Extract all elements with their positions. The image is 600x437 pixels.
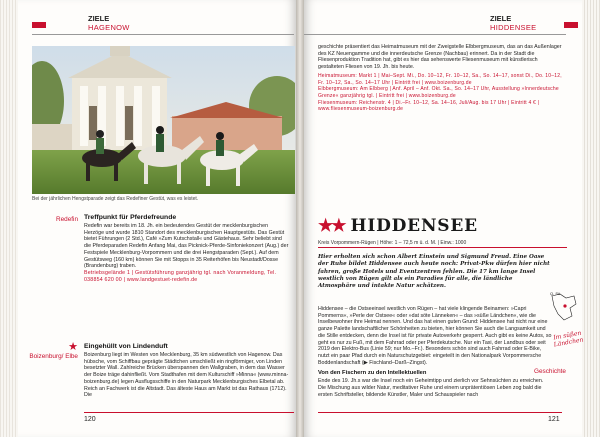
- stamp-label: Q. Sü: [550, 291, 561, 296]
- entry-body: Boizenburg liegt im Westen von Mecklenburg, 35 km südwestlich von Hagenow. Das hübsche, vom Schiffbau geprägte Städtchen umschließt ein ringförmiger, von Linden besetzter Wall. Zahlreiche Brücken überspannen den Wallgraben, in dem das Wasser der Boize träge dahinfließt. Vom Stadthafen mit dem Kulturschiff »Minna« (www.minna-boizenburg.de) legen Ausflugsschiffe in den Naturpark Mecklenburgisches Elbetal ab. Reich an Fachwerk ist die Altstadt. Das älteste Haus am Markt ist das Rathaus (1712). Die: [84, 352, 289, 399]
- museum-intro: geschichte präsentiert das Heimatmuseum mit der Zweigstelle Elbbergmuseum, das an das Außenlager des KZ Neuengamme und die innerdeutsche Grenze (Nachbau) erinnert. Da in der Stadt die Fliesenproduktion Tradition hat, gibt es hier das sehenswerte Fliesenmuseum mit künstlerisch gestalteten Fliesen von 19. Jh. bis heute.: [318, 44, 562, 71]
- subsection-body: Ende des 19. Jh.s war die Insel noch ein Geheimtipp und zierlich vor Sehnsüchten zu erreichen. Die Mischung aus wilder Natur, meditativer Ruhe und einem unprätentiösen Leben zog bald die ersten Schriftsteller, bildende Künstler, Maler und Schauspieler nach: [318, 378, 544, 398]
- header-section: ZIELE: [490, 14, 512, 23]
- header-place: HIDDENSEE: [490, 23, 537, 32]
- header-rule: [304, 34, 566, 35]
- header-place: HAGENOW: [88, 23, 130, 32]
- right-running-header: [490, 14, 536, 32]
- side-label-geschichte: Geschichte: [534, 368, 566, 375]
- photo-hengstparade: [32, 46, 295, 194]
- hiddensee-body: [318, 306, 552, 398]
- entry-title: Treffpunkt für Pferdefreunde: [84, 214, 177, 221]
- photo-caption: Bei der jährlichen Hengstparade zeigt das Redefiner Gestüt, was es leistet.: [32, 196, 199, 202]
- chapter-tab-marker: [564, 22, 578, 28]
- museum-line: Heimatmuseum: Markt 1 | Mai–Sept. Mi., Do. 10–12, Fr. 10–12, Sa., So. 14–17, sonst Di., Do. 10–12, Fr. 10–12, Sa., So. 14–17 Uhr | Eintritt frei | www.boizenburg.de: [318, 72, 562, 86]
- museum-line: Fliesenmuseum: Reichenstr. 4 | Di.–Fr. 10–12, Sa. 14–16, Juli/Aug. bis 17 Uhr | Eintritt 4 € | www.fliesenmuseum-boizenburg.de: [318, 99, 540, 113]
- destination-intro: Hier erholten sich schon Albert Einstein und Sigmund Freud. Eine Oase der Ruhe bildet Hiddensee auch heute noch: Privat-Pkw dürfen hier nicht fahren, große Hotels und Eventzentren fehlen. Die 17 km lange Insel westlich von Rügen gilt als ein Paradies für alle, die ländliche Atmosphäre und intakte Natur schätzen.: [318, 254, 550, 290]
- destination-info-line: Kreis Vorpommern-Rügen | Höhe: 1 – 72,5 m ü. d. M. | Einw.: 1000: [318, 240, 567, 248]
- body-paragraph: Hiddensee – die Ostseeinsel westlich von Rügen – hat viele klingende Beinamen: »Capri Pommerns«, »Perle der Ostsee« oder »dat söte Länneken« – das »süße Ländchen«, wie die Inselbewohner ihre Heimat nennen. Und das hat einen guten Grund: Hiddensee hat nicht nur eine ganze Palette landschaftlicher Schönheiten zu bieten, hier können Sie auch die Langsamkeit und die Stille entdecken, denn die Insel ist für private Autoverkehr gesperrt. Auch gibt es keine Autos, so geht es nur zu Fuß, mit dem Fahrrad oder per Pferdekutsche. Nur ein Taxi, der Landbus oder seit 2019 den Elektro-Bus (Linie 59; nur Mo.–Fr.). Besonders schön sind auch Fahrrad oder E-Bike, nutzt ein paar Pfad durch ein Naturschutzgebiet: eingeteilt in den Nationalpark Vorpommersche Boddenlandschaft (▶ Fischland–Darß–Zingst).: [318, 306, 552, 366]
- side-label-redefin: Redefin: [55, 216, 78, 223]
- book-gutter: [296, 0, 304, 437]
- subsection-title: Von den Fischern zu den Intellektuellen: [318, 370, 427, 377]
- page-edges-right: [582, 0, 600, 437]
- chapter-tab-marker: [32, 22, 46, 28]
- star-icon: ★: [68, 341, 78, 353]
- entry-title: Eingehüllt von Lindenduft: [84, 343, 168, 350]
- entry-address: Betriebsgelände 1 | Gestütsführung ganzjährig tgl. nach Voranmeldung, Tel. 038854 620 00 | www.landgestuet-redefin.de: [84, 269, 277, 283]
- sticker-label: Im süßen Ländchen: [552, 329, 584, 349]
- side-label-boizenburg: ★ Boizenburg/ Elbe: [18, 342, 78, 361]
- page-number: 120: [84, 416, 96, 423]
- header-rule: [32, 34, 294, 35]
- page-number: 121: [548, 416, 560, 423]
- header-section: ZIELE: [88, 14, 110, 23]
- left-running-header: [88, 14, 130, 32]
- destination-title: ★★ HIDDENSEE: [318, 216, 478, 236]
- island-map-stamp-icon: [548, 290, 580, 324]
- museum-line: Elbbergmuseum: Am Elbberg | Anf. April – Anf. Okt. Sa., So. 14–17 Uhr, Ausstellung »Innerdeutsche Grenze« ganzjährig tgl. | Eintritt frei | www.boizenburg.de: [318, 86, 559, 99]
- entry-body: Redefin war bereits im 18. Jh. ein bedeutendes Gestüt der mecklenburgischen Herzöge und wurde 1810 Standort des mecklenburgischen Hauptgestüts. Das Gestüt bietet Führungen (2 Std.), Café »Zum Kutschstall« und Gästehaus. Sehr beliebt sind die Pferdeparaden Redefin Anfang Mai, das Picknick-Pferde-Sinfoniekonzert (Aug.) der Festspiele Mecklenburg-Vorpommern und die drei Hengstparaden (Sept.). Auf dem Gestütsweg (160 km) können Sie mit Stopps in 35 Reiterhöfen bis Neustadt/Dosse (Brandenburg) traben.: [84, 223, 289, 270]
- museum-text: [318, 44, 562, 113]
- footer-rule: [318, 412, 562, 413]
- entry-redefin: [84, 214, 289, 283]
- horse-parade-photo: [32, 46, 295, 194]
- entry-boizenburg: [84, 343, 289, 399]
- rating-stars-icon: ★★: [318, 216, 345, 236]
- page-edges-left: [0, 0, 18, 437]
- footer-rule: [84, 412, 294, 413]
